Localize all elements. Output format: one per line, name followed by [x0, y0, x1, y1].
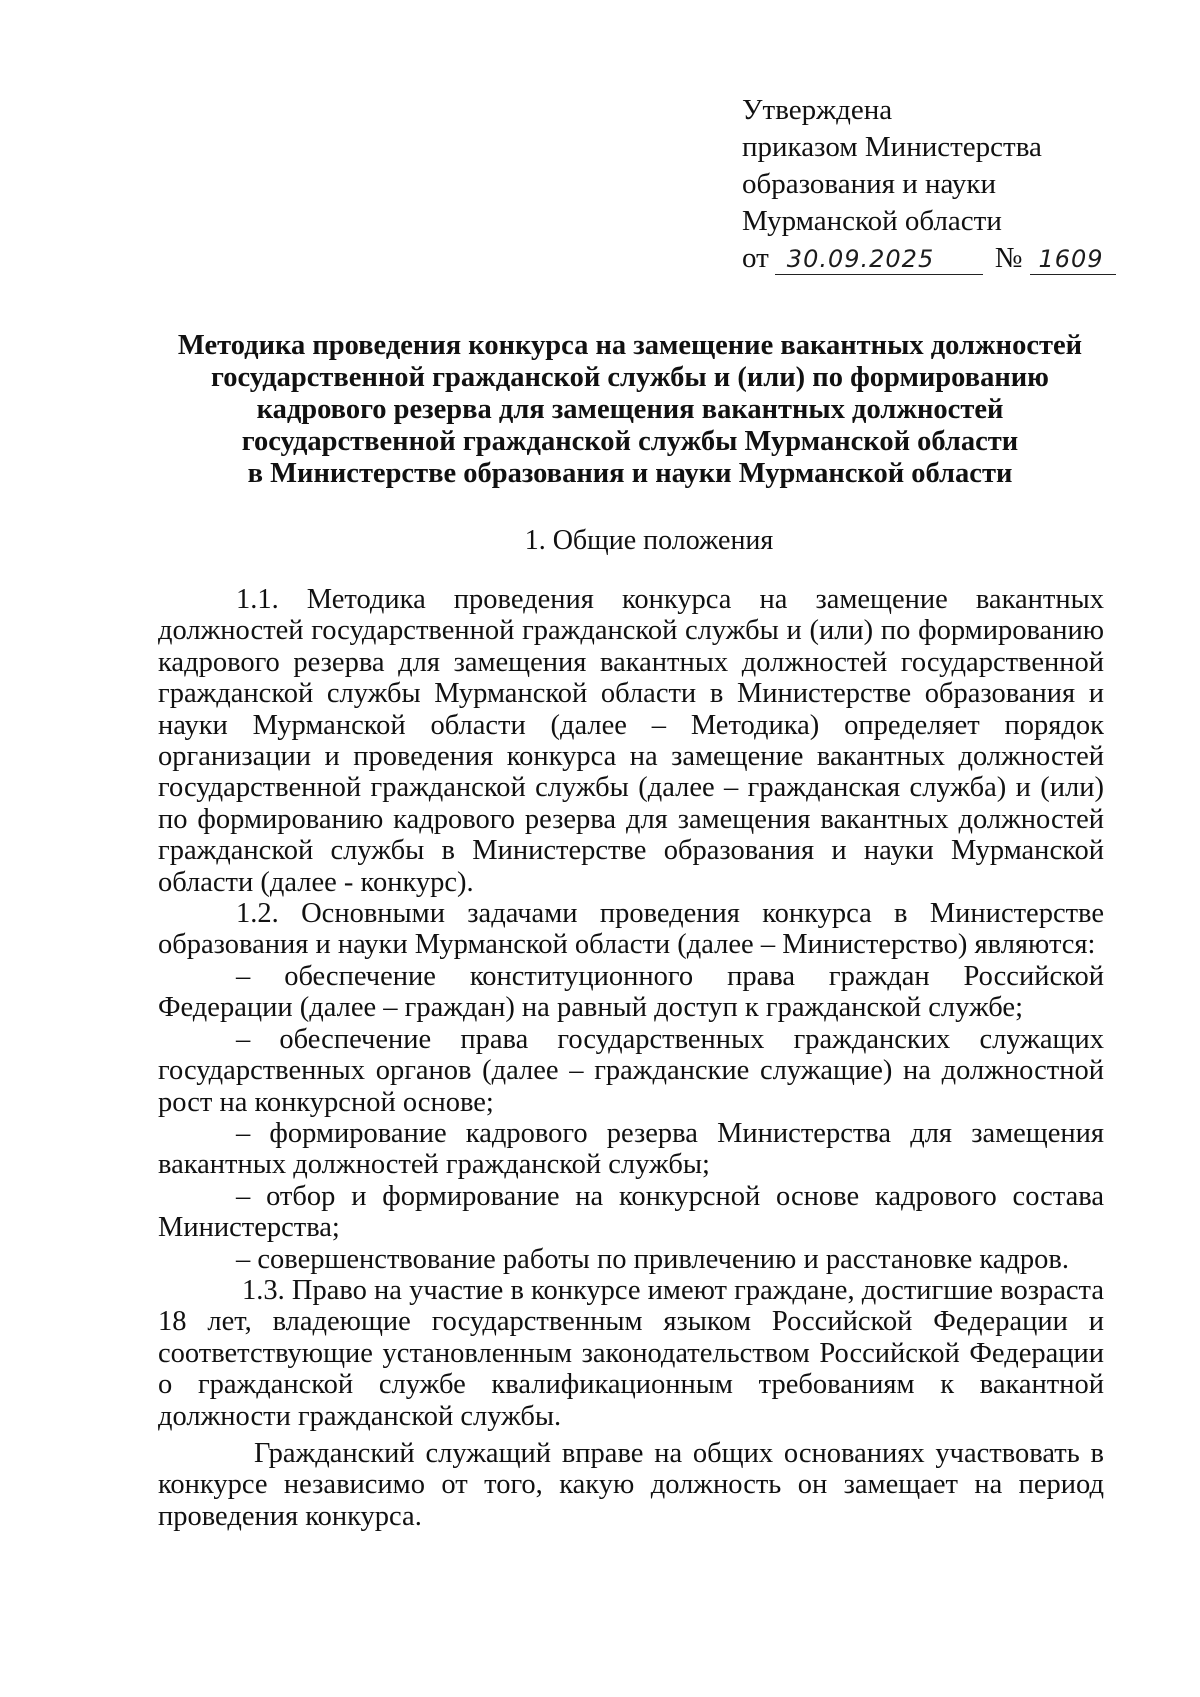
paragraph-civil-servant-participation: Гражданский служащий вправе на общих основаниях участвовать в конкурсе независимо от того, какую должность он замещает на период проведения конкурса.: [158, 1437, 1104, 1532]
list-item-personnel-reserve: – формирование кадрового резерва Министерства для замещения вакантных должностей гражданской службы;: [158, 1117, 1104, 1181]
approval-date-field: [775, 243, 983, 275]
title-line-2: государственной гражданской службы и (или) по формированию: [211, 362, 1049, 393]
approval-line-region: Мурманской области: [742, 205, 1002, 237]
paragraph-1-1: 1.1. Методика проведения конкурса на замещение вакантных должностей государственной гражданской службы и (или) по формированию кадрового резерва для замещения вакантных должностей государственной гражданской службы Мурманской области в Министерстве образования и науки Мурманской области (далее – Методика) определяет порядок организации и проведения конкурса на замещение вакантных должностей государственной гражданской службы (далее – гражданская служба) и (или) по формированию кадрового резерва для замещения вакантных должностей гражданской службы в Министерстве образования и науки Мурманской области (далее - конкурс).: [158, 584, 1104, 898]
approval-line-ministry: образования и науки: [742, 168, 997, 200]
approval-number-sign: №: [994, 242, 1023, 274]
list-item-staff-selection: – отбор и формирование на конкурсной основе кадрового состава Министерства;: [158, 1180, 1104, 1244]
document-title: [150, 330, 1110, 490]
approval-line-approved: Утверждена: [742, 94, 893, 126]
title-line-1: Методика проведения конкурса на замещение вакантных должностей: [177, 330, 1083, 361]
approval-stamp-block: [742, 92, 1116, 277]
approval-number-handwritten: 1609: [1038, 245, 1104, 273]
paragraph-1-2: 1.2. Основными задачами проведения конкурса в Министерстве образования и науки Мурманской области (далее – Министерство) являются:: [158, 898, 1104, 961]
title-line-5: в Министерстве образования и науки Мурманской области: [247, 458, 1013, 489]
approval-date-handwritten: 30.09.2025: [786, 245, 935, 273]
approval-date-number-line: [742, 240, 1116, 277]
document-body: [158, 584, 1104, 1532]
title-line-3: кадрового резерва для замещения вакантных должностей: [256, 394, 1004, 425]
list-item-constitutional-right: – обеспечение конституционного права граждан Российской Федерации (далее – граждан) на равный доступ к гражданской службе;: [158, 960, 1104, 1024]
list-item-recruitment-improvement: – совершенствование работы по привлечению и расстановке кадров.: [236, 1243, 1070, 1275]
paragraph-1-3: 1.3. Право на участие в конкурсе имеют граждане, достигшие возраста 18 лет, владеющие государственным языком Российской Федерации и соответствующие установленным законодательством Российской Федерации о гражданской службе квалификационным требованиям к вакантной должности гражданской службы.: [158, 1274, 1104, 1432]
approval-from-label: от: [742, 242, 769, 274]
title-line-4: государственной гражданской службы Мурманской области: [241, 426, 1019, 457]
approval-number-field: [1030, 243, 1116, 275]
approval-line-order: приказом Министерства: [742, 131, 1042, 163]
list-item-career-growth: – обеспечение права государственных гражданских служащих государственных органов (далее – гражданские служащие) на должностной рост на конкурсной основе;: [158, 1023, 1104, 1118]
section-heading-general-provisions: 1. Общие положения: [524, 525, 774, 556]
